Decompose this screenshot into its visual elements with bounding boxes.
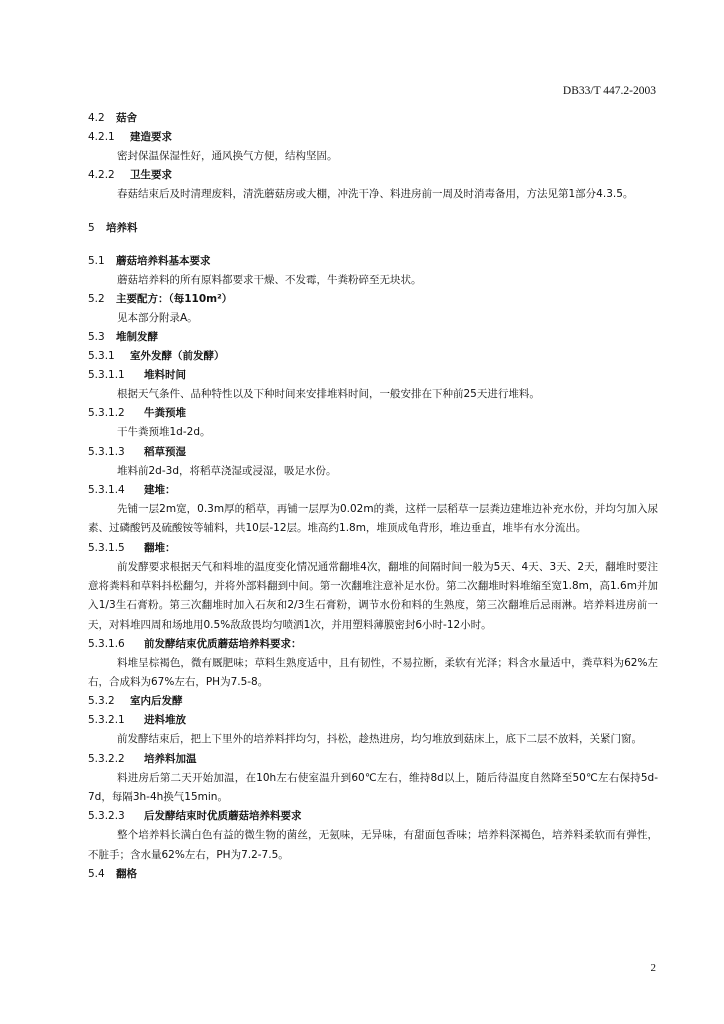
section-title: 卫生要求	[130, 169, 172, 182]
section-title: 菇舍	[116, 112, 137, 124]
body-paragraph: 密封保温保湿性好，通风换气方便，结构坚固。	[117, 150, 338, 162]
section-title: 翻堆：	[144, 541, 176, 554]
section-title: 堆制发酵	[116, 331, 158, 344]
section-title: 建堆：	[144, 484, 176, 497]
section-number: 5.3.2.3	[88, 810, 125, 823]
body-paragraph: 干牛粪预堆1d-2d。	[117, 426, 211, 439]
section-heading	[88, 692, 658, 711]
body-paragraph: 蘑菇培养料的所有原料都要求干燥、不发霉，牛粪粉碎至无块状。	[117, 273, 422, 286]
body-paragraph: 整个培养料长满白色有益的微生物的菌丝，无氨味，无异味，有甜面包香味；培养料深褐色，培养料柔软而有弹性，不脏手；含水量62%左右，PH为7.2-7.5。	[88, 829, 658, 861]
section-number: 5.3.2	[88, 695, 115, 708]
body-paragraph: 见本部分附录A。	[117, 311, 198, 324]
section-heading	[88, 290, 658, 309]
section-heading	[88, 252, 658, 271]
body-paragraph: 根据天气条件、品种特性以及下种时间来安排堆料时间，一般安排在下种前25天进行堆料。	[117, 388, 540, 401]
section-number: 5.4	[88, 867, 105, 880]
section-spacer	[88, 205, 658, 219]
section-title: 培养料加温	[144, 752, 197, 765]
section-title: 牛粪预堆	[144, 407, 186, 420]
section-number: 5.3.1.6	[88, 637, 125, 650]
section-heading	[88, 865, 658, 884]
section-number: 5.3.1	[88, 350, 115, 363]
section-title: 主要配方：（每110m²）	[116, 292, 233, 305]
section-number: 5.3.1.1	[88, 369, 125, 382]
section-number: 5.3.1.2	[88, 407, 125, 420]
section-number: 5.3	[88, 331, 105, 344]
section-heading	[88, 539, 658, 558]
body-paragraph: 先铺一层2m宽，0.3m厚的稻草，再铺一层厚为0.02m的粪，这样一层稻草一层粪边建堆边补充水份，并均匀加入尿素、过磷酸钙及硫酸铵等辅料，共10层-12层。堆高约1.8m，堆顶成龟背形，堆边垂直，堆毕有水分流出。	[88, 503, 658, 535]
section-title: 翻格	[116, 867, 137, 880]
body-paragraph: 前发酵要求根据天气和料堆的温度变化情况通常翻堆4次，翻堆的间隔时间一般为5天、4天、3天、2天，翻堆时要注意将粪料和草料抖松翻匀，并将外部料翻到中间。第一次翻堆注意补足水份。第二次翻堆时料堆缩至宽1.8m，高1.6m并加入1/3生石膏粉。第三次翻堆时加入石灰和2/3生石膏粉，调节水份和料的生熟度，第三次翻堆后忌雨淋。培养料进房前一天，对料堆四周和场地用0.5%敌敌畏均匀喷洒1次，并用塑料薄膜密封6小时-12小时。	[88, 560, 658, 631]
section-heading	[88, 109, 658, 128]
section-title: 后发酵结束时优质蘑菇培养料要求	[144, 810, 302, 823]
section-number: 5.3.1.3	[88, 445, 125, 458]
section-heading	[88, 635, 658, 654]
section-title: 稻草预湿	[144, 445, 186, 458]
section-number: 5.3.1.5	[88, 541, 125, 554]
section-heading	[88, 328, 658, 347]
section-number: 4.2.2	[88, 169, 115, 182]
section-number: 5.3.2.1	[88, 714, 125, 727]
section-heading	[88, 443, 658, 462]
section-heading	[88, 166, 658, 185]
section-number: 5.3.2.2	[88, 752, 125, 765]
section-number: 5.3.1.4	[88, 484, 125, 497]
section-spacer	[88, 238, 658, 252]
section-heading	[88, 347, 658, 366]
section-title: 进料堆放	[144, 714, 186, 727]
section-heading	[88, 481, 658, 500]
document-code: DB33/T 447.2-2003	[562, 85, 656, 97]
body-paragraph: 料堆呈棕褐色，微有厩肥味；草料生熟度适中，且有韧性，不易拉断，柔软有光泽；料含水量适中，粪草料为62%左右，合成料为67%左右，PH为7.5-8。	[88, 656, 658, 689]
document-body	[88, 109, 658, 884]
body-paragraph: 堆料前2d-3d，将稻草浇湿或浸湿，吸足水份。	[117, 464, 337, 477]
section-title: 堆料时间	[144, 369, 186, 382]
section-title: 前发酵结束优质蘑菇培养料要求：	[144, 637, 302, 650]
section-number: 5.1	[88, 254, 105, 267]
section-title: 培养料	[106, 221, 138, 234]
section-number: 4.2.1	[88, 131, 115, 143]
section-title: 室外发酵（前发酵）	[130, 350, 225, 363]
body-paragraph: 料进房后第二天开始加温，在10h左右使室温升到60℃左右，维持8d以上，随后待温度自然降至50℃左右保持5d-7d，每隔3h-4h换气15min。	[88, 771, 658, 804]
section-heading	[88, 366, 658, 385]
section-heading	[88, 219, 658, 238]
section-title: 蘑菇培养料基本要求	[116, 254, 211, 267]
section-heading	[88, 404, 658, 423]
section-number: 4.2	[88, 112, 105, 124]
section-heading	[88, 750, 658, 769]
page-number: 2	[650, 962, 656, 974]
section-heading	[88, 711, 658, 730]
section-number: 5.2	[88, 292, 105, 305]
section-title: 室内后发酵	[130, 695, 183, 708]
section-heading	[88, 128, 658, 147]
body-paragraph: 前发酵结束后，把上下里外的培养料拌均匀，抖松，趁热进房，均匀堆放到菇床上，底下二层不放料，关紧门窗。	[117, 733, 642, 746]
section-heading	[88, 807, 658, 826]
body-paragraph: 春菇结束后及时清理废料，清洗蘑菇房或大棚，冲洗干净、料进房前一周及时消毒备用，方法见第1部分4.3.5。	[117, 188, 634, 201]
section-number: 5	[88, 221, 95, 234]
section-title: 建造要求	[130, 131, 172, 143]
